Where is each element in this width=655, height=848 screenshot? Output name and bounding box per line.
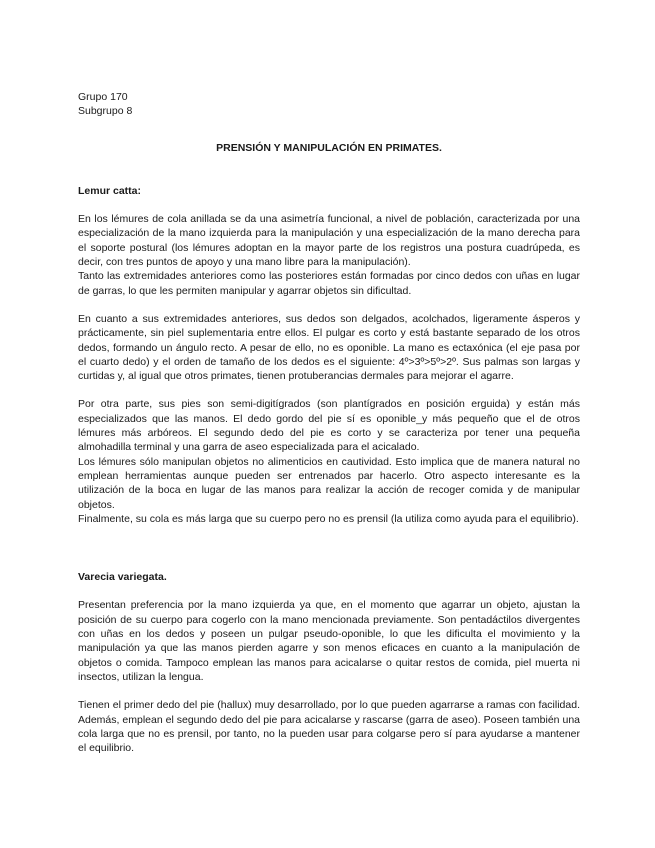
section-body-lemur-catta	[78, 212, 580, 526]
paragraph: Los lémures sólo manipulan objetos no alimenticios en cautividad. Esto implica que de manera natural no emplean herramientas aunque pueden ser entrenados par hacerlo. Otro aspecto interesante es la utilización de la boca en lugar de las manos para realizar la acción de recoger comida y de manipular objetos.	[78, 455, 580, 511]
paragraph: Presentan preferencia por la mano izquierda ya que, en el momento que agarrar un objeto, ajustan la posición de su cuerpo para cogerlo con la mano mencionada previamente. Son pentadáctilos divergentes con uñas en los dedos y poseen un pulgar pseudo-oponible, lo que les dificulta el movimiento y la manipulación ya que las manos pierden agarre y son menos eficaces en cuanto a la manipulación de objetos o comida. Tampoco emplean las manos para acicalarse o quitar restos de comida, piel muerta ni insectos, utilizan la lengua.	[78, 599, 580, 683]
paragraph: En los lémures de cola anillada se da una asimetría funcional, a nivel de población, caracterizada por una especialización de la mano izquierda para la manipulación y una especialización de la mano derecha para el soporte postural (los lémures adoptan en la mayor parte de los registros una postura cuadrúpeda, es decir, con tres puntos de apoyo y una mano libre para la manipulación).	[78, 213, 580, 269]
document-page	[78, 90, 580, 755]
paragraph: Finalmente, su cola es más larga que su cuerpo pero no es prensil (la utiliza como ayuda para el equilibrio).	[78, 512, 579, 525]
paragraph: Por otra parte, sus pies son semi-digitígrados (son plantígrados en posición erguida) y están más especializados que las manos. El dedo gordo del pie sí es oponible_y más pequeño que el de otros lémures más arbóreos. El segundo dedo del pie es corto y se caracteriza por tener una pequeña almohadilla terminal y una garra de aseo especializada para el acicalado.	[78, 398, 580, 454]
section-body-varecia-variegata	[78, 598, 580, 755]
subgroup-label: Subgrupo 8	[78, 105, 133, 118]
paragraph: Tienen el primer dedo del pie (hallux) muy desarrollado, por lo que pueden agarrarse a ramas con facilidad. Además, emplean el segundo dedo del pie para acicalarse y rascarse (garra de aseo). Poseen también una cola larga que no es prensil, por tanto, no la pueden usar para colgarse pero sí para ayudarse a mantener el equilibrio.	[78, 699, 580, 755]
section-heading-varecia-variegata: Varecia variegata.	[78, 571, 167, 584]
paragraph: Tanto las extremidades anteriores como las posteriores están formadas por cinco dedos con uñas en lugar de garras, lo que les permiten manipular y agarrar objetos sin dificultad.	[78, 270, 580, 297]
section-heading-lemur-catta: Lemur catta:	[78, 184, 142, 197]
document-title: PRENSIÓN Y MANIPULACIÓN EN PRIMATES.	[216, 141, 442, 154]
paragraph: En cuanto a sus extremidades anteriores, sus dedos son delgados, acolchados, ligeramente ásperos y prácticamente, sin piel suplementaria entre ellos. El pulgar es corto y está bastante separado de los otros dedos, formando un ángulo recto. A pesar de ello, no es oponible. La mano es ectaxónica (el eje pasa por el cuarto dedo) y el orden de tamaño de los dedos es el siguiente: 4º>3º>5º>2º. Sus palmas son largas y curtidas y, al igual que otros primates, tienen protuberancias dermales para mejorar el agarre.	[78, 312, 580, 383]
group-label: Grupo 170	[78, 91, 128, 103]
